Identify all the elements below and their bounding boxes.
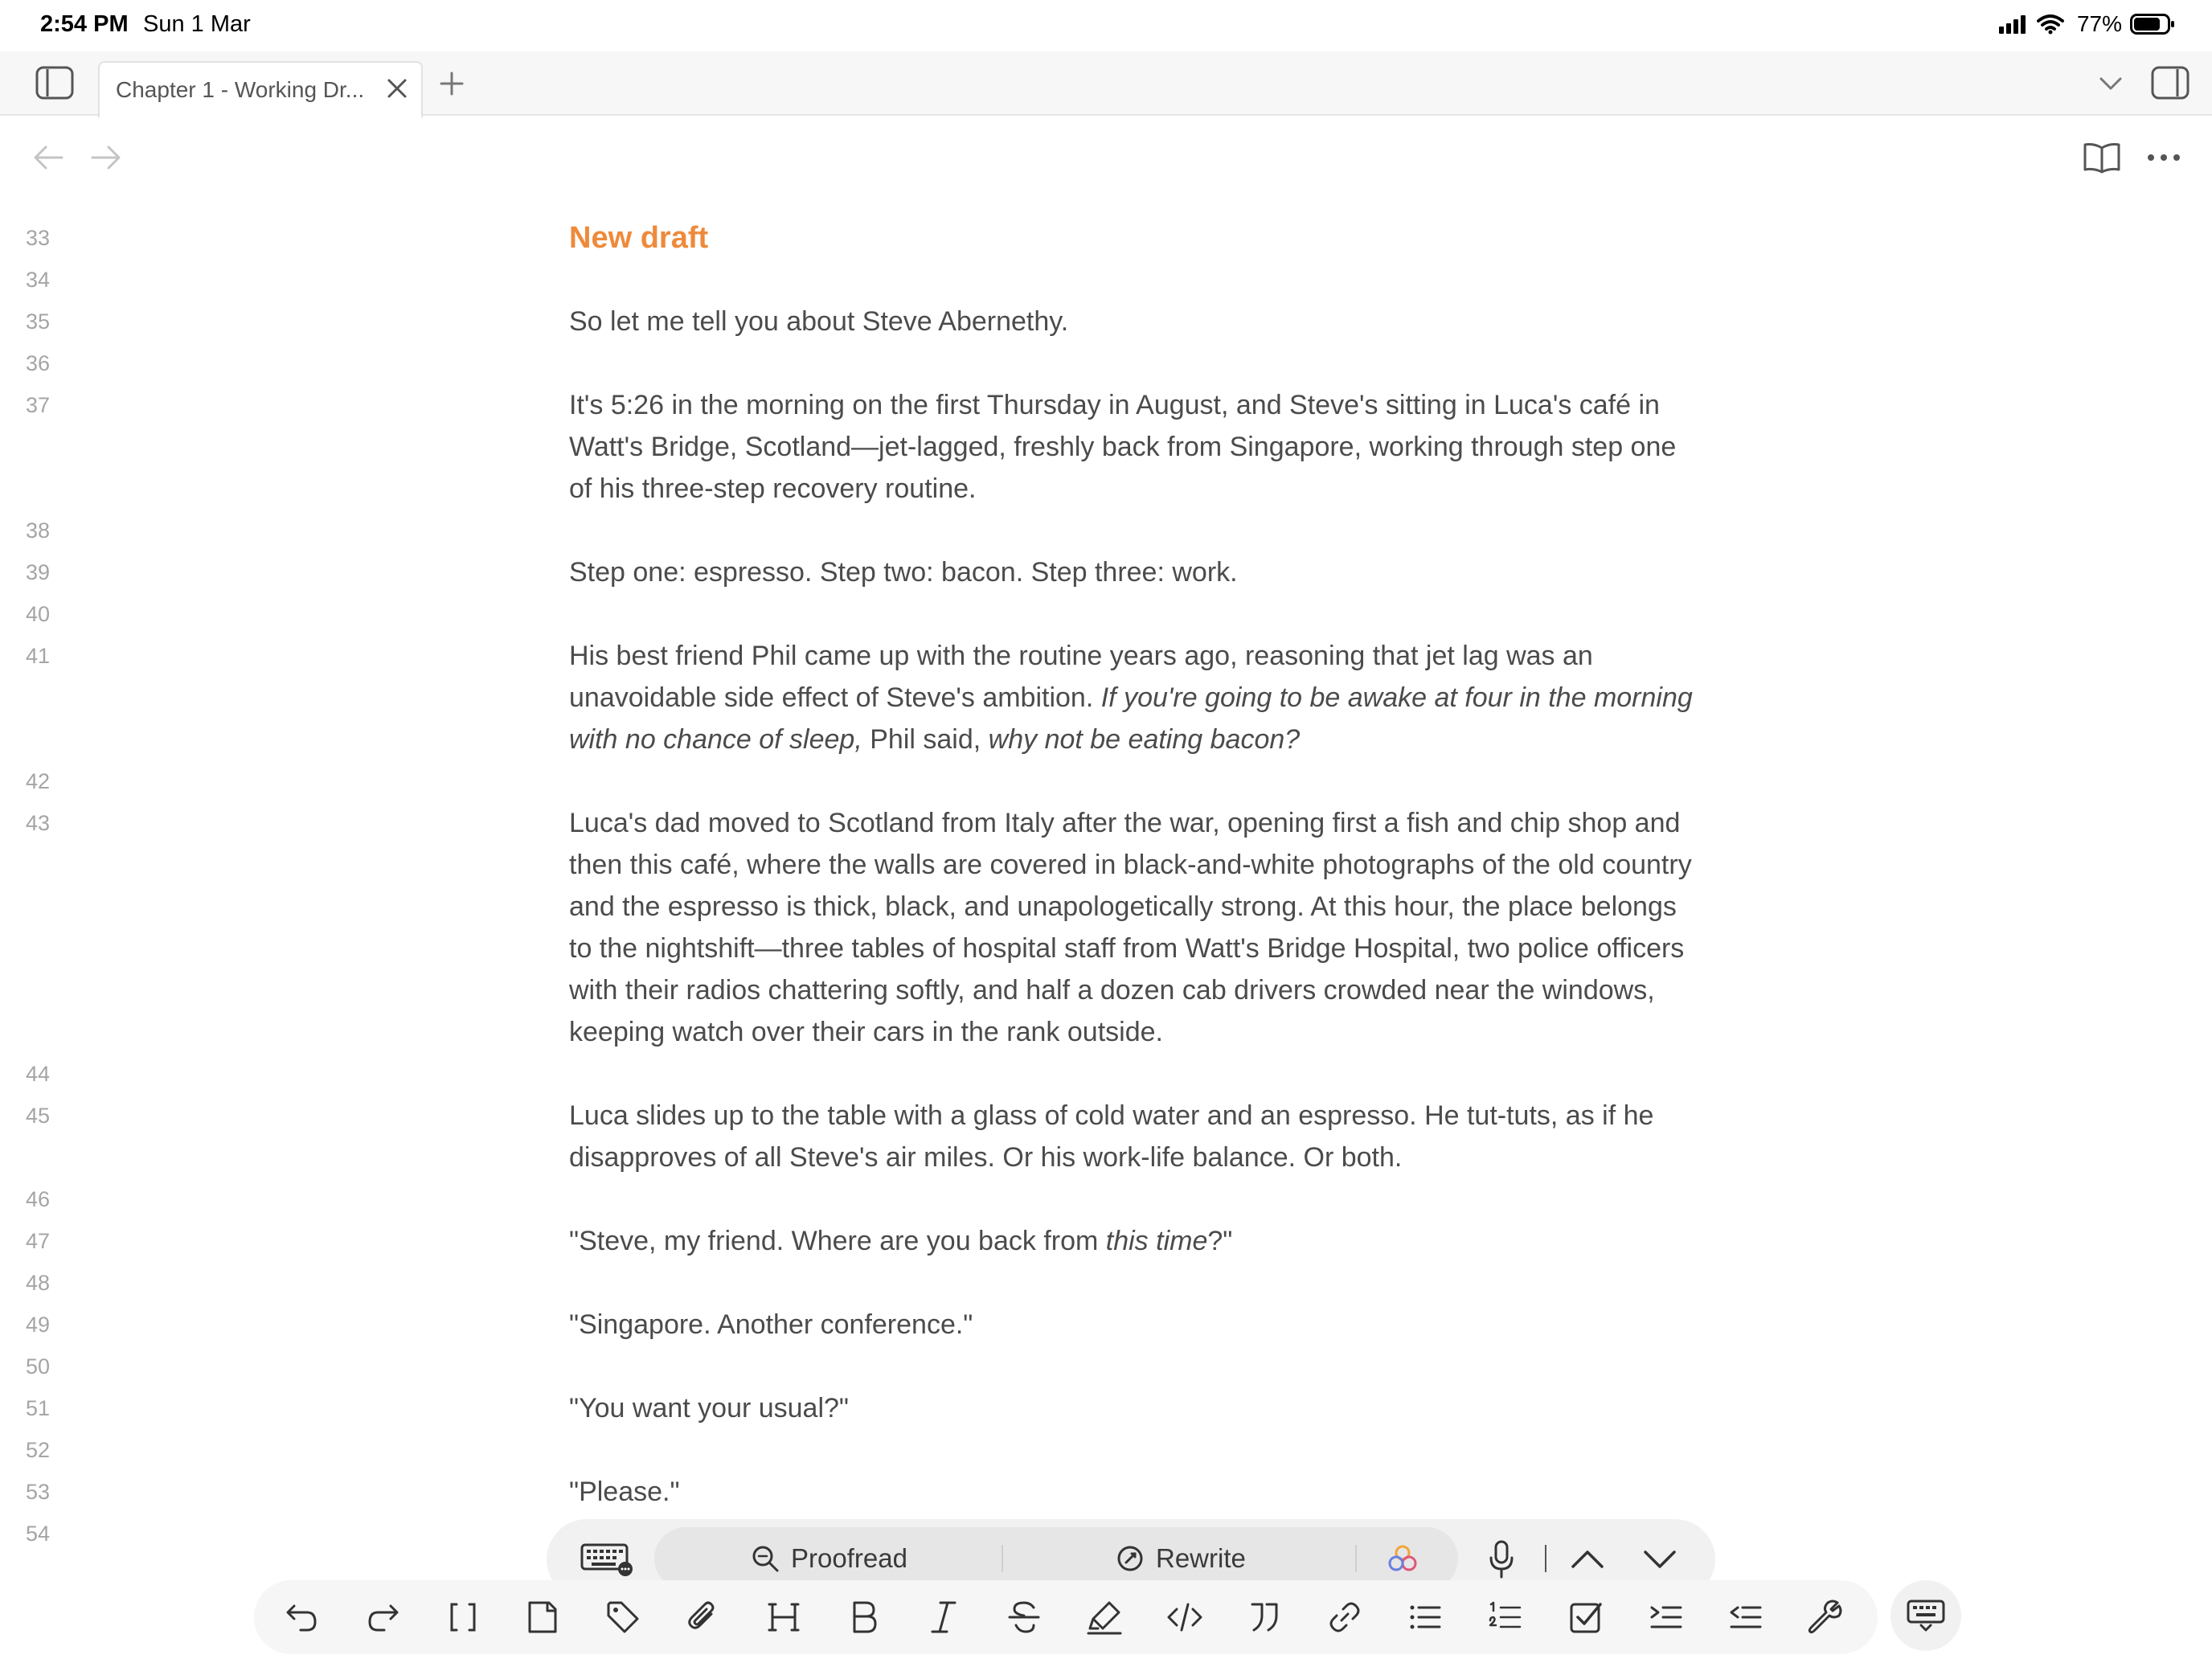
paragraph-text[interactable] bbox=[569, 1053, 1698, 1095]
line-number: 53 bbox=[25, 1480, 50, 1504]
paragraph-text[interactable] bbox=[569, 1429, 1698, 1471]
editor-line[interactable] bbox=[0, 1178, 2212, 1220]
formatting-toolbar bbox=[254, 1580, 1878, 1654]
paragraph-text[interactable] bbox=[569, 259, 1698, 301]
editor-line[interactable] bbox=[0, 551, 2212, 593]
preview-book-icon[interactable] bbox=[2080, 140, 2124, 175]
paragraph-text[interactable]: "Steve, my friend. Where are you back from this time?" bbox=[569, 1226, 1233, 1256]
editor-line[interactable] bbox=[0, 342, 2212, 384]
status-bar bbox=[0, 0, 2212, 51]
line-number: 51 bbox=[25, 1396, 50, 1420]
line-number: 39 bbox=[25, 560, 50, 584]
divider bbox=[1545, 1545, 1546, 1572]
brackets-icon[interactable] bbox=[442, 1596, 484, 1638]
paragraph-text[interactable]: Step one: espresso. Step two: bacon. Step three: work. bbox=[569, 557, 1238, 588]
line-number: 54 bbox=[25, 1522, 50, 1546]
outdent-icon[interactable] bbox=[1725, 1596, 1767, 1638]
italic-icon[interactable] bbox=[923, 1596, 965, 1638]
editor-line[interactable] bbox=[0, 1471, 2212, 1513]
paragraph-text[interactable]: "Singapore. Another conference." bbox=[569, 1309, 973, 1340]
tab-bar bbox=[0, 51, 2212, 116]
inspector-toggle-icon[interactable] bbox=[2148, 63, 2193, 103]
editor-line[interactable] bbox=[0, 1220, 2212, 1262]
bullet-list-icon[interactable] bbox=[1404, 1596, 1446, 1638]
paragraph-text[interactable]: It's 5:26 in the morning on the first Thursday in August, and Steve's sitting in Luca's café in Watt's Bridge, Scotland—jet-lagged, freshly back from Singapore, working through step one of his three-step recovery routine. bbox=[569, 390, 1677, 504]
magnifier-icon bbox=[751, 1544, 780, 1573]
line-number: 48 bbox=[25, 1271, 50, 1295]
document-heading[interactable]: New draft bbox=[569, 221, 709, 255]
line-number: 42 bbox=[25, 769, 50, 793]
line-number: 35 bbox=[25, 309, 50, 334]
tag-icon[interactable] bbox=[602, 1596, 644, 1638]
editor-line[interactable] bbox=[0, 1262, 2212, 1304]
editor-line[interactable] bbox=[0, 1387, 2212, 1429]
close-tab-icon[interactable] bbox=[386, 77, 408, 100]
line-number: 37 bbox=[25, 393, 50, 417]
editor-line[interactable] bbox=[0, 259, 2212, 301]
paragraph-text[interactable]: His best friend Phil came up with the routine years ago, reasoning that jet lag was an unavoidable side effect of Steve's ambition. If you're going to be awake at four in the morning with no chance of sleep, Phil said, why not be eating bacon? bbox=[569, 641, 1693, 755]
tab-chapter-1[interactable] bbox=[98, 61, 423, 117]
note-icon[interactable] bbox=[522, 1596, 563, 1638]
attachment-icon[interactable] bbox=[682, 1596, 724, 1638]
line-number: 41 bbox=[25, 644, 50, 668]
keyboard-menu-icon[interactable] bbox=[579, 1537, 637, 1582]
editor-line[interactable] bbox=[0, 1429, 2212, 1471]
bold-icon[interactable] bbox=[843, 1596, 885, 1638]
more-options-icon[interactable] bbox=[2144, 143, 2183, 172]
strikethrough-icon[interactable] bbox=[1003, 1596, 1045, 1638]
line-number: 52 bbox=[25, 1438, 50, 1462]
previous-chevron-up-icon[interactable] bbox=[1567, 1542, 1608, 1577]
line-number: 50 bbox=[25, 1354, 50, 1378]
paragraph-text[interactable]: So let me tell you about Steve Abernethy. bbox=[569, 306, 1069, 337]
numbered-list-icon[interactable] bbox=[1485, 1596, 1526, 1638]
line-number: 45 bbox=[25, 1104, 50, 1128]
paragraph-text[interactable] bbox=[569, 760, 1698, 802]
paragraph-text[interactable] bbox=[569, 1346, 1698, 1387]
line-number: 33 bbox=[25, 226, 50, 250]
line-number: 38 bbox=[25, 518, 50, 543]
editor-line[interactable] bbox=[0, 384, 2212, 510]
editor-line[interactable] bbox=[0, 760, 2212, 802]
editor-line[interactable] bbox=[0, 593, 2212, 635]
status-time: 2:54 PM bbox=[40, 11, 129, 37]
chevron-down-icon[interactable] bbox=[2095, 69, 2127, 98]
paragraph-text[interactable] bbox=[569, 1178, 1698, 1220]
cellular-signal-icon bbox=[1998, 14, 2029, 35]
tab-title: Chapter 1 - Working Dr... bbox=[116, 77, 365, 102]
editor-line[interactable] bbox=[0, 510, 2212, 551]
line-number: 46 bbox=[25, 1187, 50, 1211]
back-arrow-icon[interactable] bbox=[31, 141, 66, 174]
editor-line[interactable] bbox=[0, 1346, 2212, 1387]
line-number: 47 bbox=[25, 1229, 50, 1253]
status-indicators bbox=[1998, 11, 2175, 37]
line-number: 44 bbox=[25, 1062, 50, 1086]
keyboard-dismiss-icon bbox=[1907, 1600, 1945, 1632]
paragraph-text[interactable]: Luca's dad moved to Scotland from Italy after the war, opening first a fish and chip shop and then this café, where the walls are covered in black-and-white photographs of the old country and the espresso is thick, black, and unapologetically strong. At this hour, the place belongs to the nightshift—three tables of hospital staff from Watt's Bridge Hospital, two police officers with their radios chattering softly, and half a dozen cab drivers crowded near the windows, keeping watch over their cars in the rank outside. bbox=[569, 808, 1692, 1047]
editor-line[interactable] bbox=[0, 802, 2212, 1053]
editor-line[interactable] bbox=[0, 1304, 2212, 1346]
wifi-icon bbox=[2037, 14, 2064, 35]
sidebar-toggle-icon[interactable] bbox=[32, 63, 77, 103]
forward-arrow-icon[interactable] bbox=[88, 141, 124, 174]
indent-icon[interactable] bbox=[1645, 1596, 1687, 1638]
next-chevron-down-icon[interactable] bbox=[1640, 1542, 1680, 1577]
apple-intelligence-icon[interactable] bbox=[1384, 1542, 1421, 1579]
hide-keyboard-button[interactable] bbox=[1890, 1580, 1961, 1651]
editor-line[interactable] bbox=[0, 635, 2212, 760]
heading-icon[interactable] bbox=[763, 1596, 805, 1638]
paragraph-text[interactable] bbox=[569, 510, 1698, 551]
rewrite-label: Rewrite bbox=[1156, 1543, 1246, 1573]
paragraph-text[interactable]: Luca slides up to the table with a glass of cold water and an espresso. He tut-tuts, as if he disapproves of all Steve's air miles. Or his work-life balance. Or both. bbox=[569, 1100, 1654, 1173]
undo-icon[interactable] bbox=[281, 1596, 323, 1638]
microphone-icon[interactable] bbox=[1484, 1534, 1519, 1585]
navigation-row bbox=[0, 121, 2212, 193]
new-tab-icon[interactable] bbox=[436, 68, 468, 100]
line-number: 43 bbox=[25, 811, 50, 835]
rewrite-icon bbox=[1116, 1544, 1145, 1573]
status-date: Sun 1 Mar bbox=[143, 11, 251, 37]
highlight-icon[interactable] bbox=[1083, 1596, 1125, 1638]
editor-line[interactable] bbox=[0, 217, 2212, 259]
line-number: 34 bbox=[25, 268, 50, 292]
redo-icon[interactable] bbox=[362, 1596, 403, 1638]
editor-line[interactable] bbox=[0, 1095, 2212, 1178]
line-number: 36 bbox=[25, 351, 50, 375]
checkbox-icon[interactable] bbox=[1565, 1596, 1607, 1638]
document-editor[interactable] bbox=[0, 217, 2212, 1575]
battery-percentage: 77% bbox=[2076, 11, 2122, 36]
paragraph-text[interactable]: "Please." bbox=[569, 1477, 680, 1507]
editor-line[interactable] bbox=[0, 1053, 2212, 1095]
paragraph-text[interactable] bbox=[569, 1262, 1698, 1304]
paragraph-text[interactable] bbox=[569, 342, 1698, 384]
line-number: 49 bbox=[25, 1313, 50, 1337]
quote-icon[interactable] bbox=[1244, 1596, 1286, 1638]
line-number: 40 bbox=[25, 602, 50, 626]
divider bbox=[1355, 1545, 1357, 1572]
paragraph-text[interactable]: "You want your usual?" bbox=[569, 1393, 850, 1423]
code-icon[interactable] bbox=[1164, 1596, 1206, 1638]
editor-line[interactable] bbox=[0, 301, 2212, 342]
paragraph-text[interactable] bbox=[569, 593, 1698, 635]
divider bbox=[1002, 1545, 1003, 1572]
battery-icon bbox=[2130, 13, 2175, 35]
link-icon[interactable] bbox=[1324, 1596, 1366, 1638]
proofread-label: Proofread bbox=[791, 1543, 907, 1573]
wrench-icon[interactable] bbox=[1805, 1596, 1847, 1638]
